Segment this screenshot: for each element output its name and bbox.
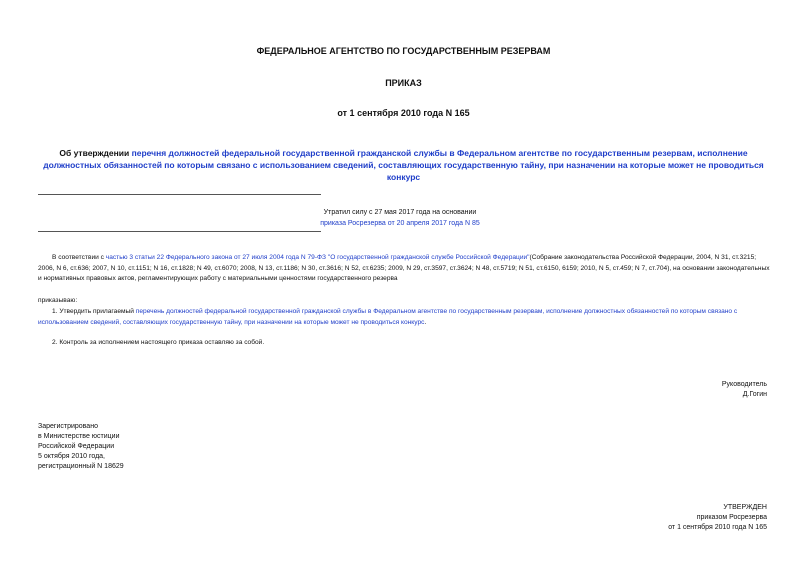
agency-name: ФЕДЕРАЛЬНОЕ АГЕНТСТВО ПО ГОСУДАРСТВЕННЫМ РЕЗЕРВАМ: [256, 46, 551, 56]
approved-line: от 1 сентября 2010 года N 165: [668, 524, 767, 531]
preamble-prefix: В соответствии с: [52, 254, 106, 261]
doc-type: ПРИКАЗ: [385, 78, 422, 88]
preamble-link-law[interactable]: частью 3 статьи 22 Федерального закона от 27 июля 2004 года N 79-ФЗ: [105, 254, 327, 261]
registration-line: 5 октября 2010 года,: [38, 453, 106, 460]
item-1-suffix: .: [424, 318, 427, 326]
signature: [722, 380, 767, 400]
approved-line: приказом Росрезерва: [696, 514, 767, 521]
item-1-prefix: 1. Утвердить прилагаемый: [52, 308, 136, 315]
preamble: [38, 253, 770, 285]
expired-notice: [240, 207, 560, 229]
registration-line: Российской Федерации: [38, 443, 115, 450]
item-1-link[interactable]: перечень должностей федеральной государственной гражданской службы в Федеральном агентстве по государственным резервам, исполнение должностных обязанностей по которым связано с использованием сведений, составляющих государственную тайну, при назначении на которые может не проводиться конкурс: [38, 308, 738, 326]
expired-link[interactable]: приказа Росрезерва от 20 апреля 2017 года N 85: [320, 220, 480, 227]
item-1: [38, 307, 770, 328]
preamble-link-law-name[interactable]: "О государственной гражданской службе Российской Федерации": [327, 254, 530, 261]
document-title: [40, 147, 767, 183]
approved-block: [668, 503, 767, 533]
signature-role: Руководитель: [721, 381, 767, 388]
divider-top: [38, 194, 321, 195]
expired-text: Утратил силу с 27 мая 2017 года на основании: [323, 209, 477, 216]
registration-line: в Министерстве юстиции: [38, 433, 120, 440]
doc-date-number: от 1 сентября 2010 года N 165: [337, 108, 470, 118]
approved-line: УТВЕРЖДЕН: [723, 504, 767, 511]
title-prefix: Об утверждении: [59, 148, 132, 158]
divider-bottom: [38, 231, 321, 232]
preamble-suffix: (Собрание законодательства Российской Федерации, 2004, N 31, ст.3215; 2006, N 6, ст.636; 2007, N 10, ст.1151; N 16, ст.1828; N 49, ст.6070; 2008, N 13, ст.1186; N 30, ст.3616; N 52, ст.6235; 2009, N 29, ст.3597, ст.3624; N 48, ст.5719; N 51, ст.6150, 6159; 2010, N 5, ст.459; N 7, ст.704), на основании законодательных и нормативных правовых актов, регламентирующих работу с материальными ценностями государственного резерва: [38, 254, 770, 282]
registration-line: Зарегистрировано: [38, 423, 98, 430]
signature-name: Д.Гогин: [742, 391, 767, 398]
order-word: приказываю:: [38, 297, 78, 304]
item-2: 2. Контроль за исполнением настоящего приказа оставляю за собой.: [52, 339, 265, 346]
registration-block: [38, 422, 124, 472]
title-link[interactable]: перечня должностей федеральной государственной гражданской службы в Федеральном агентстве по государственным резервам, исполнение должностных обязанностей по которым связано с использованием сведений, составляющих государственную тайну, при назначении на которые может не проводиться конкурс: [43, 148, 764, 182]
registration-line: регистрационный N 18629: [38, 463, 124, 470]
